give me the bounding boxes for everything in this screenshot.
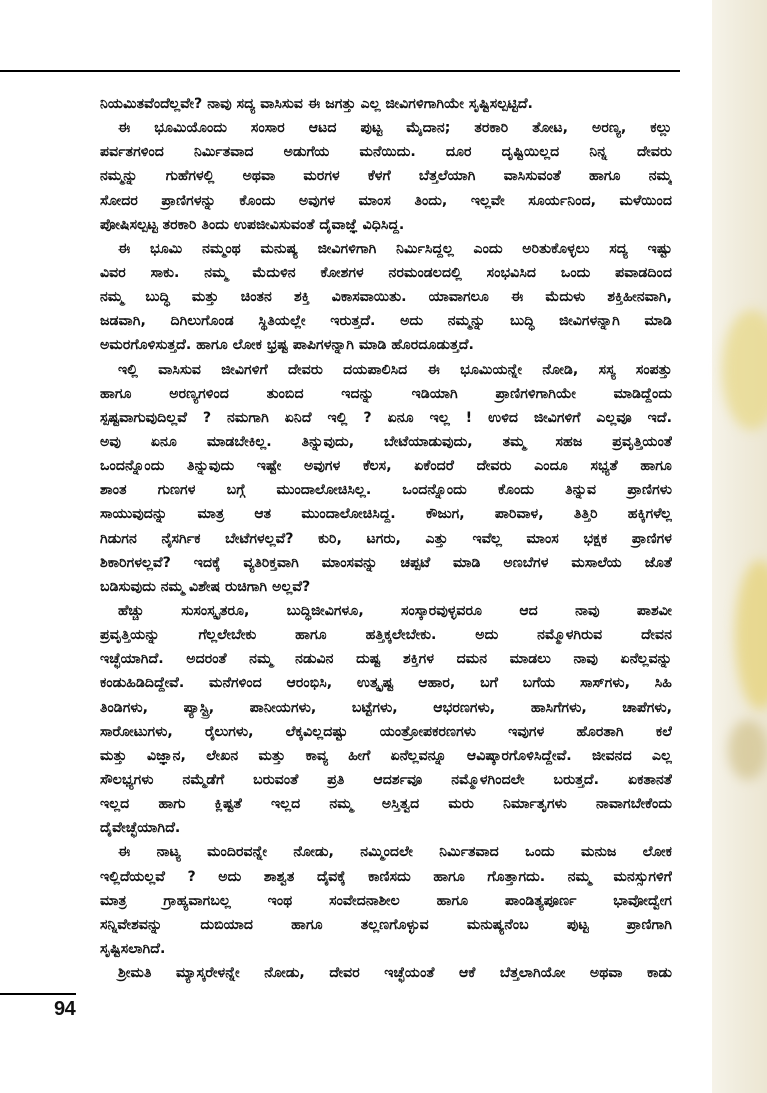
text-line: ಇಲ್ಲದ ಹಾಗು ಕ್ಲಿಷ್ಟತೆ ಇಲ್ಲದ ನಮ್ಮ ಅಸ್ತಿತ್ವದ ಮರು ನಿರ್ಮಾತೃಗಳು ನಾವಾಗಬೇಕೆಂದು: [100, 796, 672, 813]
text-line: ಇಚ್ಛೆಯಾಗಿದೆ. ಅದರಂತೆ ನಮ್ಮ ನಡುವಿನ ದುಷ್ಟ ಶಕ್ತಿಗಳ ದಮನ ಮಾಡಲು ನಾವು ಏನೆಲ್ಲವನ್ನು: [100, 651, 672, 668]
text-line: ಇಲ್ಲಿದೆಯಲ್ಲವೆ ? ಅದು ಶಾಶ್ವತ ದೈವಕ್ಕೆ ಕಾಣಿಸದು ಹಾಗೂ ಗೊತ್ತಾಗದು. ನಮ್ಮ ಮನಸ್ಸುಗಳಿಗೆ: [100, 868, 672, 885]
header-rule: [0, 70, 680, 72]
text-line: ಈ ಭೂಮಿ ನಮ್ಮಂಥ ಮನುಷ್ಯ ಜೀವಿಗಳಿಗಾಗಿ ನಿರ್ಮಿಸಿದ್ದಲ್ಲ ಎಂದು ಅರಿತುಕೊಳ್ಳಲು ಸದ್ಯ ಇಷ್ಟು: [118, 240, 672, 257]
text-line: ಪ್ರವೃತ್ತಿಯನ್ನು ಗೆಲ್ಲಲೇಬೇಕು ಹಾಗೂ ಹತ್ತಿಕ್ಕಲೇಬೇಕು. ಅದು ನಮ್ಮೊಳಗಿರುವ ದೇವನ: [100, 627, 672, 644]
text-line: ಸನ್ನಿವೇಶವನ್ನು ದುಬಿಯಾದ ಹಾಗೂ ತಲ್ಲಣಗೊಳ್ಳುವ ಮನುಷ್ಯನೆಂಬ ಪುಟ್ಟ ಪ್ರಾಣಿಗಾಗಿ: [100, 916, 672, 933]
page-margin-paper: [712, 0, 767, 1093]
text-line: ಅವು ಏನೂ ಮಾಡಬೇಕಿಲ್ಲ. ತಿನ್ನುವುದು, ಬೇಟೆಯಾಡುವುದು, ತಮ್ಮ ಸಹಜ ಪ್ರವೃತ್ತಿಯಂತೆ: [100, 433, 672, 450]
text-line: ಸಾಯುವುದನ್ನು ಮಾತ್ರ ಆತ ಮುಂದಾಲೋಚಿಸಿದ್ದ. ಕೌಜುಗ, ಪಾರಿವಾಳ, ತಿತ್ತಿರಿ ಹಕ್ಕಿಗಳೆಲ್ಲ: [100, 506, 672, 523]
text-line: ನಮ್ಮ ಬುದ್ಧಿ ಮತ್ತು ಚಿಂತನ ಶಕ್ತಿ ವಿಕಾಸವಾಯಿತು. ಯಾವಾಗಲೂ ಈ ಮೆದುಳು ಶಕ್ತಿಹೀನವಾಗಿ,: [100, 289, 672, 306]
paper-stain: [728, 720, 767, 780]
text-line: ಸಾರೋಟುಗಳು, ರೈಲುಗಳು, ಲೆಕ್ಕವಿಲ್ಲದಷ್ಟು ಯಂತ್ರೋಪಕರಣಗಳು ಇವುಗಳ ಹೊರತಾಗಿ ಕಲೆ: [100, 723, 672, 740]
footer-rule: [0, 993, 76, 995]
text-line: ಈ ಭೂಮಿಯೊಂದು ಸಂಸಾರ ಆಟದ ಪುಟ್ಟ ಮೈದಾನ; ತರಕಾರಿ ತೋಟ, ಅರಣ್ಯ, ಕಲ್ಲು: [118, 120, 672, 137]
text-line: ಹಾಗೂ ಅರಣ್ಯಗಳಿಂದ ತುಂಬಿದ ಇದನ್ನು ಇಡಿಯಾಗಿ ಪ್ರಾಣಿಗಳಿಗಾಗಿಯೇ ಮಾಡಿದ್ದೆಂದು: [100, 385, 672, 402]
text-line: ಒಂದನ್ನೊಂದು ತಿನ್ನುವುದು ಇಷ್ಟೇ ಅವುಗಳ ಕೆಲಸ, ಏಕೆಂದರೆ ದೇವರು ಎಂದೂ ಸಭ್ಯತೆ ಹಾಗೂ: [100, 458, 672, 475]
text-line: ನಮ್ಮನ್ನು ಗುಹೆಗಳಲ್ಲಿ ಅಥವಾ ಮರಗಳ ಕೆಳಗೆ ಬೆತ್ತಲೆಯಾಗಿ ವಾಸಿಸುವಂತೆ ಹಾಗೂ ನಮ್ಮ: [100, 168, 672, 185]
text-line: ಸ್ಪಷ್ಟವಾಗುವುದಿಲ್ಲವೆ ? ನಮಗಾಗಿ ಏನಿದೆ ಇಲ್ಲಿ ? ಏನೂ ಇಲ್ಲ ! ಉಳಿದ ಜೀವಿಗಳಿಗೆ ಎಲ್ಲವೂ ಇದೆ.: [100, 409, 672, 426]
text-line: ಮಾತ್ರ ಗ್ರಾಹ್ಯವಾಗಬಲ್ಲ ಇಂಥ ಸಂವೇದನಾಶೀಲ ಹಾಗೂ ಪಾಂಡಿತ್ಯಪೂರ್ಣ ಭಾವೋದ್ವೇಗ: [100, 892, 672, 909]
text-line: ಜಡವಾಗಿ, ದಿಗಿಲುಗೊಂಡ ಸ್ಥಿತಿಯಲ್ಲೇ ಇರುತ್ತದೆ. ಅದು ನಮ್ಮನ್ನು ಬುದ್ಧಿ ಜೀವಿಗಳನ್ನಾಗಿ ಮಾಡಿ: [100, 313, 672, 330]
text-line: ಇಲ್ಲಿ ವಾಸಿಸುವ ಜೀವಿಗಳಿಗೆ ದೇವರು ದಯಪಾಲಿಸಿದ ಈ ಭೂಮಿಯನ್ನೇ ನೋಡಿ, ಸಸ್ಯ ಸಂಪತ್ತು: [118, 361, 672, 378]
text-line: ಶಿಕಾರಿಗಳಲ್ಲವೆ? ಇದಕ್ಕೆ ವ್ಯತಿರಿಕ್ತವಾಗಿ ಮಾಂಸವನ್ನು ಚಪ್ಪಟೆ ಮಾಡಿ ಅಣಬೆಗಳ ಮಸಾಲೆಯ ಜೊತೆ: [100, 554, 672, 571]
text-line: ಸೌಲಭ್ಯಗಳು ನಮ್ಮೆಡೆಗೆ ಬರುವಂತೆ ಪ್ರತಿ ಆದರ್ಶವೂ ನಮ್ಮೊಳಗಿಂದಲೇ ಬರುತ್ತದೆ. ಏಕತಾನತೆ: [100, 771, 672, 788]
text-line: ದೈವೇಚ್ಛೆಯಾಗಿದೆ.: [100, 820, 181, 837]
text-line: ಪರ್ವತಗಳಿಂದ ನಿರ್ಮಿತವಾದ ಅಡುಗೆಯ ಮನೆಯಿದು. ದೂರ ದೃಷ್ಟಿಯಿಲ್ಲದ ನಿನ್ನ ದೇವರು: [100, 144, 672, 161]
text-line: ವಿವರ ಸಾಕು. ನಮ್ಮ ಮೆದುಳಿನ ಕೋಶಗಳ ನರಮಂಡಲದಲ್ಲಿ ಸಂಭವಿಸಿದ ಒಂದು ಪವಾಡದಿಂದ: [100, 264, 672, 281]
text-line: ನಿಯಮಿತವೆಂದೆಲ್ಲವೇ? ನಾವು ಸದ್ಯ ವಾಸಿಸುವ ಈ ಜಗತ್ತು ಎಲ್ಲ ಜೀವಿಗಳಿಗಾಗಿಯೇ ಸೃಷ್ಟಿಸಲ್ಪಟ್ಟಿದೆ.: [100, 96, 533, 112]
text-line: ಶಾಂತ ಗುಣಗಳ ಬಗ್ಗೆ ಮುಂದಾಲೋಚಿಸಿಲ್ಲ. ಒಂದನ್ನೊಂದು ಕೊಂದು ತಿನ್ನುವ ಪ್ರಾಣಿಗಳು: [100, 482, 672, 499]
text-line: ಶ್ರೀಮತಿ ಮ್ಯಾಸ್ಕರೇಳನ್ನೇ ನೋಡು, ದೇವರ ಇಚ್ಛೆಯಂತೆ ಆಕೆ ಬೆತ್ತಲಾಗಿಯೋ ಅಥವಾ ಕಾಡು: [118, 965, 672, 982]
body-text: [100, 92, 672, 985]
text-line: ತಿಂಡಿಗಳು, ಪ್ಯಾಸ್ಟ್ರಿ, ಪಾನೀಯಗಳು, ಬಟ್ಟೆಗಳು, ಆಭರಣಗಳು, ಹಾಸಿಗೆಗಳು, ಚಾಪೆಗಳು,: [100, 699, 672, 716]
text-line: ಕಂಡುಹಿಡಿದಿದ್ದೇವೆ. ಮನೆಗಳಿಂದ ಆರಂಭಿಸಿ, ಉತ್ಕೃಷ್ಟ ಆಹಾರ, ಬಗೆ ಬಗೆಯ ಸಾಸ್‌ಗಳು, ಸಿಹಿ: [100, 675, 672, 692]
text-line: ಸೋದರ ಪ್ರಾಣಿಗಳನ್ನು ಕೊಂದು ಅವುಗಳ ಮಾಂಸ ತಿಂದು, ಇಲ್ಲವೇ ಸೂರ್ಯನಿಂದ, ಮಳೆಯಿಂದ: [100, 192, 672, 209]
text-line: ಅಮರಗೊಳಿಸುತ್ತದೆ. ಹಾಗೂ ಲೋಕ ಭ್ರಷ್ಟ ಪಾಪಿಗಳನ್ನಾಗಿ ಮಾಡಿ ಹೊರದೂಡುತ್ತದೆ.: [100, 337, 474, 354]
text-line: ಹೆಚ್ಚು ಸುಸಂಸ್ಕೃತರೂ, ಬುದ್ಧಿಜೀವಿಗಳೂ, ಸಂಸ್ಕಾರವುಳ್ಳವರೂ ಆದ ನಾವು ಪಾಶವೀ: [118, 602, 672, 619]
text-line: ಗಿಡುಗನ ನೈಸರ್ಗಿಕ ಬೇಟೆಗಳಲ್ಲವೆ? ಕುರಿ, ಟಗರು, ಎತ್ತು ಇವೆಲ್ಲ ಮಾಂಸ ಭಕ್ಷಕ ಪ್ರಾಣಿಗಳ: [100, 530, 672, 547]
text-line: ಈ ನಾಟ್ಯ ಮಂದಿರವನ್ನೇ ನೋಡು, ನಮ್ಮಿಂದಲೇ ನಿರ್ಮಿತವಾದ ಒಂದು ಮನುಜ ಲೋಕ: [118, 844, 672, 861]
text-line: ಬಡಿಸುವುದು ನಮ್ಮ ವಿಶೇಷ ರುಚಿಗಾಗಿ ಅಲ್ಲವೆ?: [100, 578, 311, 595]
text-line: ಪೋಷಿಸಲ್ಪಟ್ಟ ತರಕಾರಿ ತಿಂದು ಉಪಜೀವಿಸುವಂತೆ ದೈವಾಜ್ಞೆ ವಿಧಿಸಿದ್ದ.: [100, 216, 405, 233]
text-line: ಸೃಷ್ಟಿಸಲಾಗಿದೆ.: [100, 940, 166, 957]
text-line: ಮತ್ತು ವಿಜ್ಞಾನ, ಲೇಖನ ಮತ್ತು ಕಾವ್ಯ ಹೀಗೆ ಏನೆಲ್ಲವನ್ನೂ ಆವಿಷ್ಕಾರಗೊಳಿಸಿದ್ದೇವೆ. ಜೀವನದ ಎಲ್ಲ: [100, 747, 672, 764]
page-number: 94: [54, 998, 76, 1020]
